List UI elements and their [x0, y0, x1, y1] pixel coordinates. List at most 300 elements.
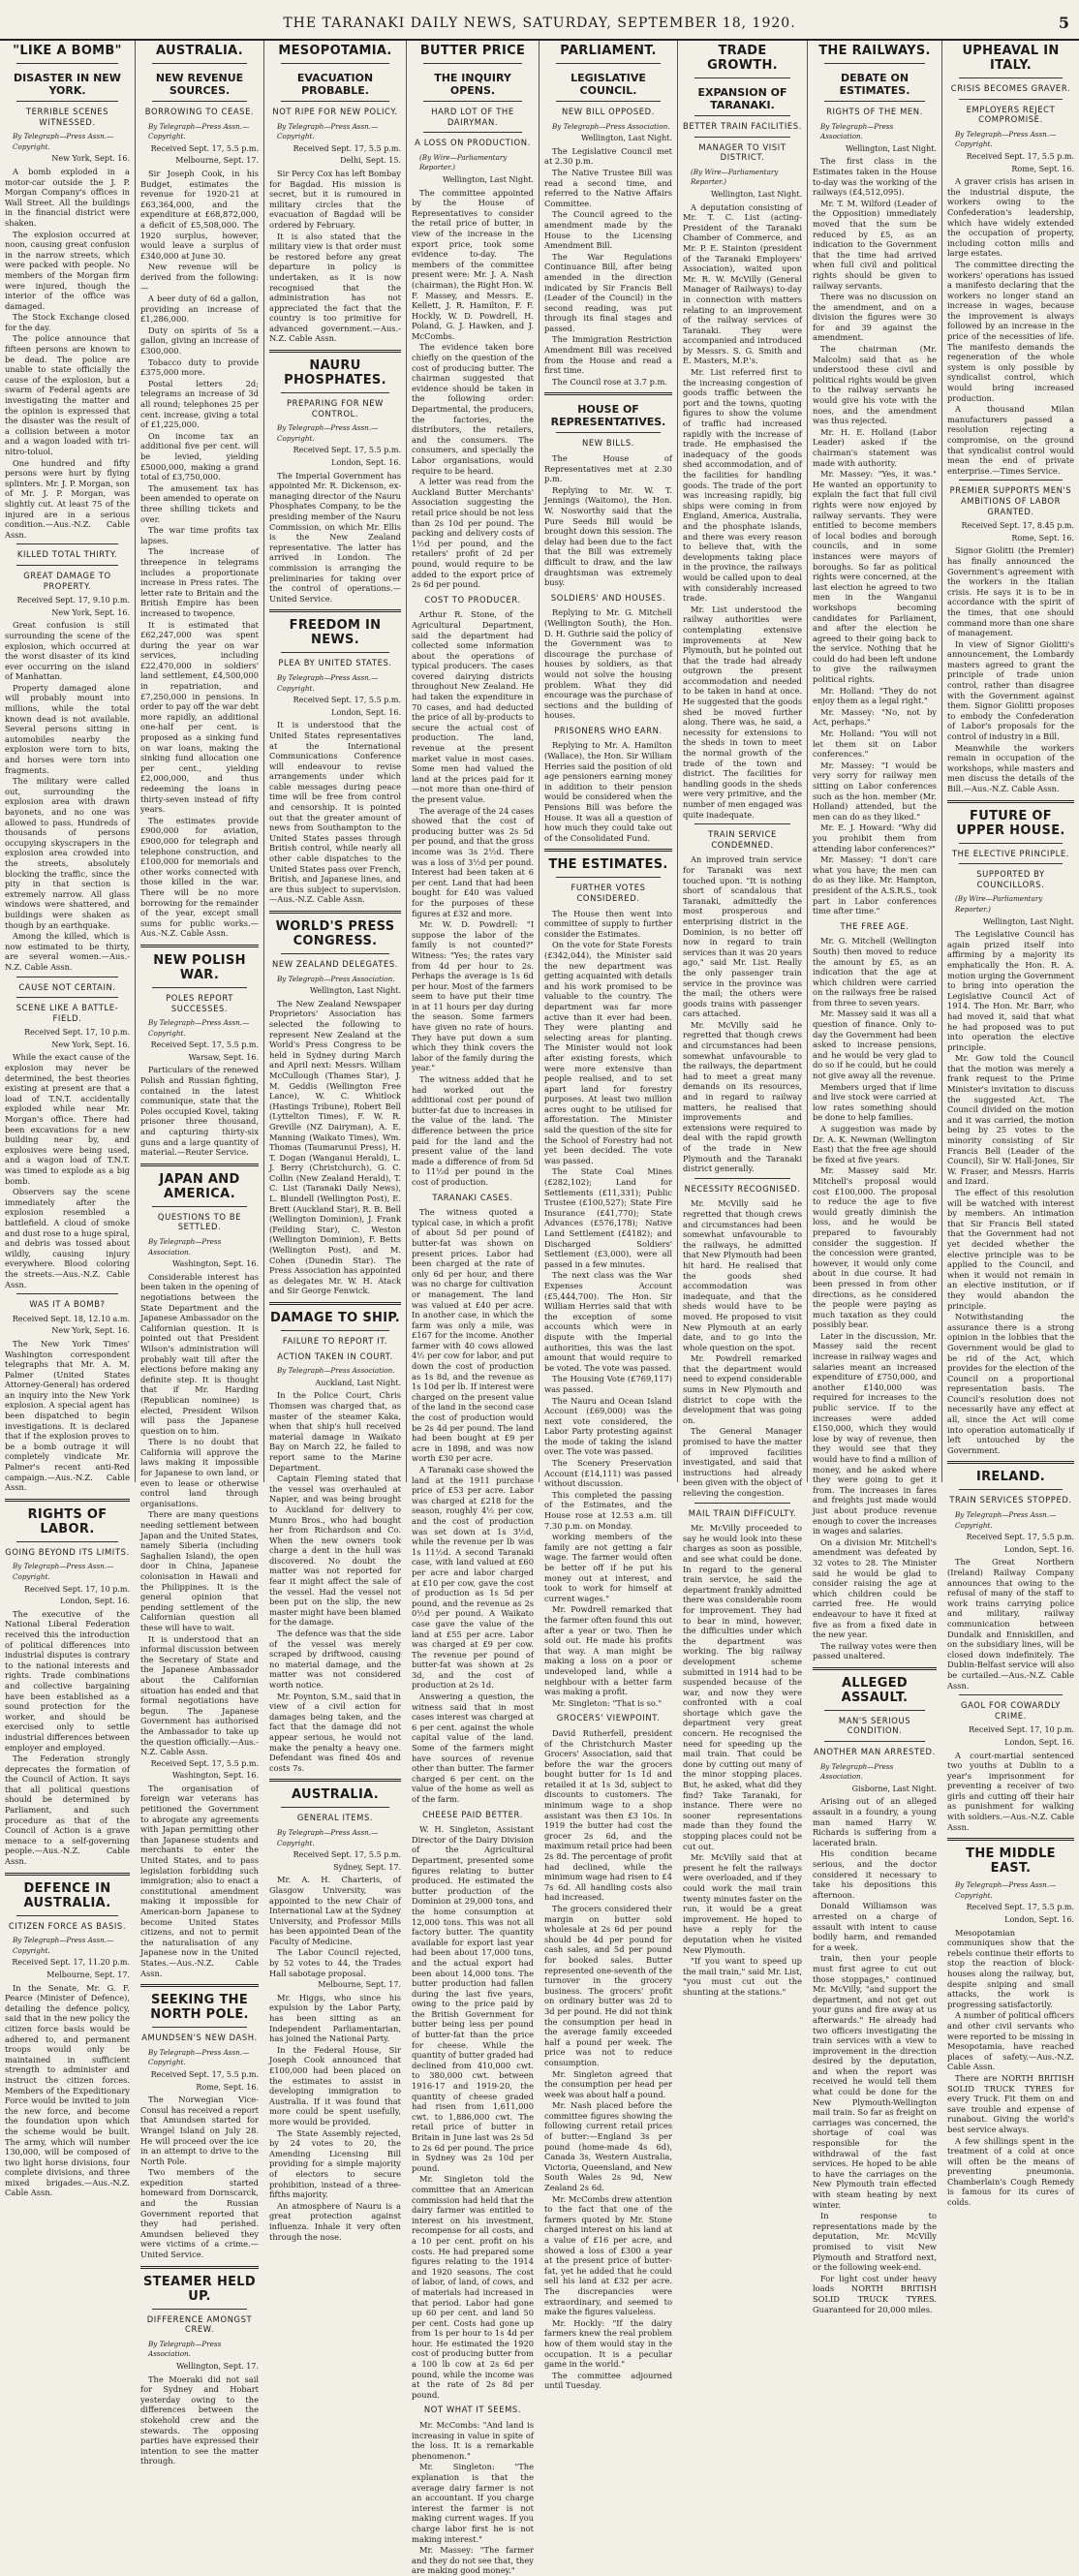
article-headline: SEEKING THE NORTH POLE.: [150, 1993, 249, 2023]
byline: By Telegraph—Press Assn.—Copyright.: [148, 1018, 250, 1038]
dateline: Rome, Sept. 16.: [196, 2082, 259, 2092]
article-subheading: BETTER TRAIN FACILITIES.: [683, 121, 802, 131]
dateline: Received Sept. 17, 5.5 p.m.: [150, 1040, 259, 1050]
article-paragraph: Answering a question, the witness said that in most cases interest was charged at 6 per cent. against the whole capital value of the land. Some of the farmers might have sources of revenue other than butter. The farmer charged 6 per cent. on the value of the home as well as of the farm.: [412, 1691, 534, 1804]
article-paragraph: A letter was read from the Auckland Butter Merchants' Association suggesting the retail price should be not less than 2s 10d per pound. The packing and delivery costs of 1½d per pound, and the retailers' profit of 2d per pound, would require to be added to the export price of 2s 6d per pound.: [412, 477, 534, 590]
article-paragraph: Replying to Mr. G. Mitchell (Wellington South), the Hon. D. H. Guthrie said the policy of the Government was to discourage the purchase of houses by soldiers, as that would not solve the housing problem. What they did encourage was the purchase of sections and the building of houses.: [544, 607, 672, 721]
article-headline: ALLEGED ASSAULT.: [841, 1675, 909, 1705]
dateline: Received Sept. 17, 5.5 p.m.: [293, 696, 401, 705]
double-rule-divider: [544, 392, 672, 395]
dateline: Rome, Sept. 16.: [1011, 164, 1074, 173]
article-paragraph: Mr. Singleton agreed that the consumption per head per week was about half a pound.: [544, 2068, 672, 2099]
article-paragraph: The average of the 24 cases showed that the cost of producing butter was 2s 5d per pound, and that the gross income was 3s 2½d. There was a loss of 3½d per pound. Interest had been taken at 6 per cent. Land that had been bought for £40 was valued for the purposes of these figures at £32 and more.: [412, 805, 534, 918]
article-paragraph: The explosion occurred at noon, causing great confusion in the narrow streets, which were packed with people. No members of the Morgan firm were injured, though the interior of the office was damaged.: [5, 229, 130, 311]
article-headline: DAMAGE TO SHIP.: [269, 1311, 401, 1325]
article-paragraph: The Norwegian Vice-Consul has received a report that Amundsen started for Wrangel Island on July 28. He will proceed over the ice in an attempt to drive to the North Pole.: [140, 2095, 259, 2166]
column-6: [678, 41, 808, 1997]
article-subheading: CAUSE NOT CERTAIN.: [18, 981, 116, 992]
article-headline: NEW POLISH WAR.: [153, 952, 246, 982]
article-subheading: WAS IT A BOMB?: [29, 1299, 106, 1310]
article-paragraph: It is estimated that £62,247,000 was spent during the year on war services, including £22,470,000 in soldiers' land settlement, £4,500,000 in repatriation, and £7,250,000 in pensions. In order to pay off the war debt more rapidly, an additional one-half per cent. is proposed as a sinking fund on war loans, making the sinking fund allocation one per cent., yielding £2,000,000, and thus redeeming the loans in thirty-seven instead of fifty years.: [140, 619, 259, 815]
byline: By Telegraph—Press Assn.—Copyright.: [13, 1562, 114, 1581]
article-headline: DEFENCE IN AUSTRALIA.: [23, 1880, 111, 1910]
column-3: [264, 41, 407, 2242]
article-paragraph: It is also stated that the military view is that order must be restored before any great departure in policy is undertaken, as it is now recognised that the administration has not appreciated the fact that the country is too primitive for advanced government.—Aus.-N.Z. Cable Assn.: [269, 231, 401, 344]
article-paragraph: Duty on spirits of 5s a gallon, giving an increase of £300,000.: [140, 325, 259, 357]
article-subheading: GREAT DAMAGE TO PROPERTY.: [23, 570, 111, 591]
article-subheading: TRAIN SERVICES STOPPED.: [949, 1495, 1072, 1505]
article-paragraph: The increase of threepence in telegrams includes a proportionate increase in Press rates. The letter rate to Britain and the British Empire has been increased to twopence.: [140, 546, 259, 618]
rule-divider: [694, 1178, 790, 1179]
dateline: London, Sept. 16.: [331, 458, 401, 468]
article-paragraph: Mr. List referred first to the increasing congestion of goods traffic between the port and the towns, quoting figures to show the volume of traffic had increased rapidly with the increase of trade. He emphasised the inadequacy of the goods shed accommodation, and of the facilities for handling goods. The trade of the port was increasing rapidly, big ships were coming in from England, America, Australia, and the phosphate islands, and there was every reason to believe that, with the developments taking place in the province, the railways would be called upon to deal with considerably increased trade.: [683, 367, 802, 604]
dateline: Received Sept. 17, 11.20 p.m.: [12, 1958, 130, 1968]
byline: (By Wire—Parliamentary Reporter.): [419, 152, 508, 172]
article-paragraph: Replying to Mr. W. T. Jennings (Waitomo), the Hon. W. Nosworthy said that the Pure Seeds Bill would be brought down this session. The delay had been due to the fact that the Bill was extremely difficult to draw, and the law draughtsman was extremely busy.: [544, 484, 672, 588]
rule-divider: [281, 63, 389, 64]
rule-divider: [281, 392, 389, 393]
article-paragraph: Particulars of the renewed Polish and Russian fighting, contained in the latest communique, state that the Poles occupied Kovel, taking prisoner three thousand, and capturing thirty-six guns and a large quantity of material.—Reuter Service.: [140, 1065, 259, 1158]
column-4: [407, 41, 540, 2576]
rule-divider: [423, 132, 522, 133]
double-rule-divider: [269, 350, 401, 353]
article-paragraph: Observers say the scene immediately after the explosion resembled a battlefield. A cloud of smoke and dust rose to a huge spiral, and debris was tossed about wildly, causing injury everywhere. Blood coloring the streets.—Aus.-N.Z. Cable Assn.: [5, 1187, 130, 1289]
rule-divider: [152, 2309, 247, 2310]
rule-divider: [423, 101, 522, 102]
article-paragraph: The State Assembly rejected, by 24 votes to 20, the Amending Licensing Bill providing for a simple majority of electors to secure prohibition, instead of a three-fifths majority.: [269, 2127, 401, 2200]
rule-divider: [556, 101, 661, 102]
article-paragraph: A beer duty of 6d a gallon, providing an increase of £1,286,000.: [140, 294, 259, 325]
article-paragraph: There was no discussion on the amendment, and on a division the figures were 30 for and 39 against the amendment.: [813, 292, 937, 343]
article-paragraph: The House then went into committee of supply to further consider the Estimates.: [544, 908, 672, 939]
article-subheading: PLEA BY UNITED STATES.: [278, 658, 392, 668]
dateline: Received Sept. 17, 5.5 p.m.: [293, 1850, 401, 1860]
article-paragraph: Mr. Poynton, S.M., said that in view of a civil action for damages being taken, and the fact that the damage did not appear serious, he would not make the penalty a heavy one. Defendant was fined 40s and costs 7s.: [269, 1691, 401, 1773]
article-headline: NAURU PHOSPHATES.: [284, 358, 386, 388]
article-paragraph: The House of Representatives met at 2.30 p.m.: [544, 453, 672, 484]
article-subheading: NOT WHAT IT SEEMS.: [423, 2405, 522, 2415]
article-paragraph: Considerable interest has been taken in the opening of negotiations between the State Department and the Japanese Ambassador on the Californian question. It is pointed out that President Wilson's administration will probably wait till after the elections before making any definite step. It is thought that if Mr. Harding (Republican nominee) is elected, President Wilson will pass the Japanese question on to him.: [140, 1271, 259, 1436]
article-paragraph: Mr. A. H. Charteris, of Glasgow University, was appointed to the new Chair of International Law at the Sydney University, and Professor Mills has been appointed Dean of the Faculty of Medicine.: [269, 1875, 401, 1946]
rule-divider: [16, 101, 118, 102]
article-headline: FREEDOM IN NEWS.: [289, 618, 382, 648]
dateline: Gisborne, Last Night.: [851, 1784, 937, 1793]
article-paragraph: The military were called out, surrounding the explosion area with drawn bayonets, and no one was allowed to pass. Hundreds of thousands of persons occupying skyscrapers in the explosion area crowded into the streets, absolutely blocking the traffic, since the pity in that section is extremely narrow. All glass windows were shattered, and buildings were shaken as though by an earthquake.: [5, 776, 130, 930]
dateline: Melbourne, Sept. 17.: [175, 156, 259, 166]
article-paragraph: A Taranaki case showed the land at the 1911 purchase price of £53 per acre. Labor was charged at £218 for the season, roughly 4½ per cow, and the cost of production was set down at 1s 3½d, while the revenue per lb was 1s 11½d. A second Taranaki case, with land valued at £60 per acre and labor charged at £10 per cow, gave the cost of production as 1s 5d per pound, and the revenue as 2s 0½d per pound. A Waikato case gave the value of the land at £55 per acre. Labor was charged at £9 per cow. The revenue per pound of butter-fat was shown at 2s 3d, and the cost of production at 2s 1d.: [412, 1465, 534, 1691]
article-paragraph: The railway votes were then passed unaltered.: [813, 1640, 937, 1661]
dateline: Received Sept. 17, 10 p.m.: [24, 1584, 130, 1594]
article-paragraph: Mr. Massey: "I don't care what you have; the men can do as they like. Mr. Hampton, president of the A.S.R.S., took part in Labor conferences time after time.": [813, 854, 937, 916]
article-paragraph: Mr. Massey said Mr. Mitchell's proposal would cost £100,000. The proposal to reduce the age to five would greatly diminish the loss, and he would be prepared to favourably consider the suggestion. If the concession were granted, however, it would only come about in due course. It had been pressed in from other directions, as he considered the people were paying as much taxation as they could possibly bear.: [813, 1165, 937, 1330]
article-headline: PARLIAMENT.: [560, 44, 657, 58]
article-headline: TRADE GROWTH.: [707, 44, 778, 73]
article-paragraph: Mr. Singleton: "The explanation is that the average dairy farmer is not an accountant. If you charge interest the farmer is not making current wages. If you charge labor first he is not making interest.": [412, 2462, 534, 2544]
article-subheading: FAILURE TO REPORT IT.: [282, 1336, 388, 1346]
article-paragraph: The committee directing the workers' operations has issued a manifesto declaring that the workers no longer stand an increase in wages, because the improvement is always followed by an increase in the price of the necessities of life. The manifesto demands the regeneration of the whole system is only possible by syndicalist control, which would bring increased production.: [947, 259, 1074, 403]
rule-divider: [16, 977, 118, 978]
article-paragraph: On a division Mr. Mitchell's amendment was defeated by 32 votes to 28. The Minister said he would be glad to consider raising the age at which children could be carried free. He would endeavour to have it fixed at five as from a fixed date in the new year.: [813, 1536, 937, 1640]
article-subheading: MAIL TRAIN DIFFICULTY.: [688, 1507, 797, 1518]
article-section-heading: LEGISLATIVE COUNCIL.: [570, 72, 646, 97]
article-section-heading: NEW REVENUE SOURCES.: [155, 72, 244, 97]
rule-divider: [152, 101, 247, 102]
article-paragraph: While the exact cause of the explosion may never be determined, the best theories existing at present are that a load of T.N.T. accidentally exploded while near Mr. Morgan's office. There had been excavations for a new building near by, and explosives were being used, and a wagon load of T.N.T. was timed to explode as a big bomb.: [5, 1052, 130, 1186]
article-subheading: CHEESE PAID BETTER.: [422, 1809, 523, 1819]
double-rule-divider: [544, 849, 672, 852]
article-paragraph: Mr. Powdrell remarked that the department would need to expend considerable sums in New Plymouth and district to cope with the development that was going on.: [683, 1353, 802, 1425]
article-paragraph: Great confusion is still surrounding the scene of the explosion, which occurred at the worst disaster of its kind ever occurring on the island of Manhattan.: [5, 620, 130, 682]
double-rule-divider: [140, 2266, 259, 2269]
dateline: Delhi, Sept. 15.: [340, 156, 401, 166]
article-subheading: CRISIS BECOMES GRAVER.: [950, 83, 1071, 93]
article-paragraph: Mr. Massey: "No, not by Act, perhaps.": [813, 706, 937, 728]
dateline: New York, Sept. 16.: [51, 154, 130, 164]
dateline: Received Sept. 17, 10 p.m.: [969, 1725, 1074, 1735]
article-paragraph: On income tax an additional five per cent. will be levied, yielding £5000,000, making a grand total of £3,750,000.: [140, 430, 259, 482]
article-paragraph: Two members of the expedition started homeward from Dornscarck, and the Russian Government reported that they had perished. Amundsen believed they were victims of a crime.—United Service.: [140, 2167, 259, 2260]
article-subheading: A LOSS ON PRODUCTION.: [415, 138, 531, 148]
article-subheading: GROCERS' VIEWPOINT.: [556, 1713, 661, 1723]
article-paragraph: One hundred and fifty persons were hurt by flying splinters. Mr. J. P. Morgan, son of Mr. J. P. Morgan, was slightly cut. At least 75 of the injured are in a serious condition.—Aus.-N.Z. Cable Assn.: [5, 457, 130, 540]
article-subheading: TERRIBLE SCENES WITNESSED.: [25, 107, 109, 127]
article-paragraph: In the Police Court, Chris Thomsen was charged that, as master of the steamer Kaka, when that ship's hull received material damage in Waikato Bay on March 22, he failed to report same to the Marine Department.: [269, 1390, 401, 1473]
article-headline: BUTTER PRICE: [419, 44, 526, 58]
column-7: [808, 41, 942, 2314]
article-subheading: FURTHER VOTES CONSIDERED.: [570, 883, 646, 903]
byline: By Telegraph—Press Assn.—Copyright.: [148, 2047, 250, 2067]
article-section-heading: HOUSE OF REPRESENTATIVES.: [550, 403, 666, 429]
article-paragraph: Mr. Gow told the Council that the motion was merely a frank request to the Prime Minister's invitation to discuss the suggested Act. The Council divided on the motion and it was carried, the motion being by 25 votes to the minority consisting of Sir Francis Bell (Leader of the Council), Sir W. Hall-Jones, Sir W. Fraser, and Messrs. Harris and Izard.: [947, 1053, 1074, 1187]
article-paragraph: Mr. Powdrell remarked that the farmer often found this out after a year or two. Then he sold out. He made his profits that way. A man might be making a loss on a poor or undeveloped land, while a neighbour with a better farm was making a profit.: [544, 1604, 672, 1697]
rule-divider: [824, 63, 925, 64]
article-subheading: RIGHTS OF THE MEN.: [826, 107, 923, 116]
article-paragraph: The Labor Council rejected, by 52 votes to 44, the Trades Hall sabotage proposal.: [269, 1947, 401, 1978]
dateline: London, Sept. 16.: [60, 1597, 130, 1606]
dateline: Rome, Sept. 16.: [1011, 533, 1074, 543]
article-paragraph: A suggestion was made by Dr. A. K. Newman (Wellington East) that the free age should be fixed at five years.: [813, 1124, 937, 1164]
article-paragraph: Mr. Higgs, who since his expulsion by the Labor Party, has been sitting as an Independent Parliamentarian, has joined the National Party.: [269, 1992, 401, 2044]
article-paragraph: An improved train service for Taranaki was next touched upon. "It is nothing short of scandalous that Taranaki, admittedly the most prosperous and enterprising district in the Dominion, is no better off now in regard to train services than it was 20 years ago," said Mr. List. Really the only passenger train service in the province was the mail; the others were goods trains with passenger cars attached.: [683, 854, 802, 1019]
rule-divider: [16, 1541, 118, 1542]
article-paragraph: Mr. McVilly said he regretted that though crews and circumstances had been somewhat unfavourable to the railways, he admitted that New Plymouth had been hit hard. He realised that the goods shed accommodation was inadequate, and that the sheds would have to be moved. He proposed to visit New Plymouth at an early date, and to go into the whole question on the spot.: [683, 1198, 802, 1352]
article-paragraph: The police announce that fifteen persons are known to be dead. The police are unable to state officially the cause of the explosion, but a swarm of Federal agents are investigating the matter and the opinion is expressed that the disaster was the result of a collision between a motor and a wagon loaded with tri-nitro-toluol.: [5, 333, 130, 456]
rule-divider: [16, 543, 118, 544]
article-paragraph: Replying to Mr. A. Hamilton (Wallace), the Hon. Sir William Herries said the position of old age pensioners earning money in addition to their pension would be considered when the Pensions Bill was before the House. It was all a question of how much they could take out of the Consolidated Fund.: [544, 740, 672, 843]
article-paragraph: In response to representations made by the deputation, Mr. McVilly promised to visit New Plymouth and Stratford next, or the following week-end.: [813, 2211, 937, 2273]
article-paragraph: An atmosphere of Nauru is a great protection against influenza. Inhale it very often through the nose.: [269, 2200, 401, 2242]
article-paragraph: Mr. Singleton told the committee that an American commission had held that the dairy farmer was entitled to interest on his investment, recompense for all costs, and a 10 per cent. profit on his costs. He had prepared some figures relating to the 1914 and 1920 seasons. The cost of labor, of land, of cows, and of materials had increased in that period. Labor had gone up 60 per cent. and land 50 per cent. Costs had gone up from 1s per hour to 1s 4d per hour. He estimated the 1920 cost of producing butter from a 100 lb cow at 2s 6d per pound, while the income was at the rate of 2s 8d per pound.: [412, 2174, 534, 2400]
article-headline: STEAMER HELD UP.: [143, 2274, 256, 2304]
article-paragraph: Mr. Holland: "You will not let them sit on Labor conferences.": [813, 729, 937, 760]
byline: By Telegraph—Press Association.: [277, 974, 395, 983]
article-subheading: PRISONERS WHO EARN.: [554, 725, 663, 735]
rule-divider: [281, 1807, 389, 1808]
article-headline: "LIKE A BOMB": [13, 44, 122, 58]
double-rule-divider: [140, 945, 259, 947]
byline: By Telegraph—Press Association.: [552, 121, 670, 131]
article-subheading: NEW ZEALAND DELEGATES.: [271, 959, 399, 969]
rule-divider: [824, 1741, 925, 1742]
article-paragraph: Mr. Massey: "Yes, it was." He wanted an opportunity to explain the fact that full civil rights were now enjoyed by railway servants. They were entitled to become members of local bodies and borough councils, and in some instances were mayors of boroughs. So far as political rights were concerned, at the last election he agreed to two men in the Wanganui workshops becoming candidates for Parliament, and after the election he agreed to their going back to the service. Nothing that he could do had been left undone to give the railwaymen political rights.: [813, 469, 937, 685]
article-paragraph: The amusement tax has been amended to operate on three shilling tickets and over.: [140, 482, 259, 524]
article-paragraph: It is understood that an informal discussion between the Secretary of State and the Japanese Ambassador about the Californian situation has ended and that formal negotiations have begun. The Japanese Government has authorised the Ambassador to take up the question officially.—Aus.-N.Z. Cable Assn.: [140, 1633, 259, 1757]
article-paragraph: David Rutherfell, president of the Christchurch Master Grocers' Association, said that before the war the grocers bought butter for 1s 1d and retailed it at 1s 3d, subject to discounts to customers. The minimum wage to a shop assistant was then £3 10s. In 1919 the butter had cost the grocer 2s 6d, and the maximum retail price had been 2s 8d. The percentage of profit had declined, while the minimum wage had risen to £4 7s 6d. All handling costs also had increased.: [544, 1727, 672, 1903]
rule-divider: [824, 1710, 925, 1711]
article-subheading: HARD LOT OF THE DAIRYMAN.: [431, 107, 514, 127]
article-paragraph: Mr. E. J. Howard: "Why did you prohibit them from attending labor conferences?": [813, 822, 937, 853]
dateline: Received Sept. 17, 5.5 p.m.: [150, 143, 259, 153]
article-paragraph: The Immigration Restriction Amendment Bill was received from the House and read a first time.: [544, 334, 672, 376]
article-subheading: EMPLOYERS REJECT COMPROMISE.: [966, 104, 1056, 125]
article-headline: THE ESTIMATES.: [548, 857, 668, 873]
article-paragraph: The Great Northern (Ireland) Railway Company announces that owing to the refusal of many of the staff to work trains carrying police and military, railway communication between Dundalk and Enniskillen, and on the subsidiary lines, will be closed down indefinitely. The Dublin-Belfast service will also be curtailed.—Aus.-N.Z. Cable Assn.: [947, 1557, 1074, 1691]
article-subheading: AMUNDSEN'S NEW DASH.: [141, 2033, 258, 2043]
dateline: Received Sept. 17, 5.5 p.m.: [150, 2069, 259, 2079]
article-paragraph: Mr. T. M. Wilford (Leader of the Opposition) immediately moved that the sum be reduced by £5, as an indication to the Government that the time had arrived when full civil and political rights should be given to railway servants.: [813, 198, 937, 291]
dateline: Received Sept. 17, 9.10 p.m.: [16, 596, 130, 605]
article-paragraph: This completed the passing of the Estimates, and the House rose at 12.53 a.m. till 7.30 p.m. on Monday.: [544, 1489, 672, 1531]
article-subheading: NECESSITY RECOGNISED.: [684, 1183, 801, 1194]
byline: By Telegraph—Press Assn.—Copyright.: [13, 1936, 114, 1955]
rule-divider: [959, 1489, 1063, 1490]
dateline: Received Sept. 17, 5.5 p.m.: [966, 151, 1074, 161]
article-headline: UPHEAVAL IN ITALY.: [962, 44, 1060, 73]
rule-divider: [16, 997, 118, 998]
article-paragraph: The next class was the War Expenses Account (£5,444,700). The Hon. Sir William Herries said that with the exception of some accounts which were in dispute with the Imperial authorities, this was the last amount that would require to be voted. The vote was passed.: [544, 1270, 672, 1373]
article-paragraph: The evidence taken bore chiefly on the question of the cost of producing butter. The chairman suggested that evidence should be taken in the following order: Departmental, the producers, the factories, the distributors, the retailers, and the consumers. The consumers, and specially the Labor organisations, would require to be heard.: [412, 342, 534, 476]
rule-divider: [16, 63, 118, 64]
double-rule-divider: [813, 1667, 937, 1670]
byline: By Telegraph—Press Assn.—Copyright.: [955, 1510, 1057, 1530]
article-paragraph: Sir Joseph Cook, in his Budget, estimates the revenue for 1920-21 at £63,364,000, and the expenditure at £68,872,000, a deficit of £5,508,000. The 1920 surplus, however, would leave a surplus of £340,000 at June 30.: [140, 168, 259, 261]
article-paragraph: In view of Signor Giolitti's announcement, the Lombardy masters agreed to grant the principle of trade union control, rather than disagree with the Government against them. Signor Giolitti proposes to embody the Confederation of Labor's proposals for the control of industry in a Bill.: [947, 638, 1074, 742]
dateline: Washington, Sept. 16.: [171, 1771, 259, 1781]
article-paragraph: Mr. Massey: "The farmer and they do not see that, they are making good money.": [412, 2545, 534, 2576]
rule-divider: [281, 953, 389, 954]
dateline: Wellington, Last Night.: [309, 986, 401, 996]
article-paragraph: The Federation strongly deprecates the formation of the Council of Action. It says that all political questions should be determined by Parliament, and such procedure as that of the Council of Action is a grave menace to a self-governing people.—Aus.-N.Z. Cable Assn.: [5, 1754, 130, 1867]
double-rule-divider: [269, 609, 401, 612]
article-subheading: MAN'S SERIOUS CONDITION.: [838, 1715, 911, 1736]
masthead: [0, 0, 1079, 41]
dateline: Received Sept. 17, 5.5 p.m.: [966, 1533, 1074, 1542]
article-paragraph: The Legislative Council has again prized itself into affirming by a majority its emphatically the Hon. R. A. motion urging the Government to bring into operation the Legislative Council Act of 1914. The Hon. Mr. Barr, who had moved it, said that what he had proposed was to put into operation the elective principle.: [947, 929, 1074, 1052]
article-paragraph: The War Regulations Continuance Bill, after being amended in the direction indicated by Sir Francis Bell (Leader of the Council) in the second reading, was put through its final stages and passed.: [544, 251, 672, 333]
article-headline: WORLD'S PRESS CONGRESS.: [275, 919, 395, 948]
article-paragraph: The chairman (Mr. Malcolm) said that as he understood these civil and political rights would be given to the railway servants he would give his vote with the noes, and the amendment was thus rejected.: [813, 344, 937, 426]
double-rule-divider: [947, 1461, 1074, 1464]
dateline: Received Sept. 17, 5.5 p.m.: [150, 1758, 259, 1768]
article-paragraph: Mr. Singleton: "That is so.": [552, 1697, 663, 1708]
rule-divider: [959, 863, 1063, 864]
article-paragraph: Among the killed, which is now estimated to be thirty, are several women.—Aus.-N.Z. Cable Assn.: [5, 931, 130, 972]
dateline: Received Sept. 17, 5.5 p.m.: [966, 1903, 1074, 1912]
double-rule-divider: [947, 1838, 1074, 1841]
article-paragraph: The witness added that he had worked out the additional cost per pound of butter-fat due to increases in the value of the land. The difference between the price paid for the land and the present value of the land made a difference of from 5d to 11½d per pound in the cost of production.: [412, 1074, 534, 1187]
dateline: Sydney, Sept. 17.: [333, 1862, 401, 1872]
article-paragraph: The Moeraki did not sail for Sydney and Hobart yesterday owing to the differences between the stokehold crew and the stewards. The opposing parties have expressed their intention to see the matter through.: [140, 2374, 259, 2467]
byline: By Telegraph—Press Assn.—Copyright.: [277, 121, 379, 141]
article-paragraph: The defence was that the side of the vessel was merely scraped by driftwood, causing no material damage, and the matter was not considered worth notice.: [269, 1629, 401, 1690]
rule-divider: [556, 432, 661, 433]
article-headline: AUSTRALIA.: [156, 44, 243, 58]
article-paragraph: Mesopotamian communiques show that the rebels continue their efforts to stop the reaction of block-houses along the railway, but, despite sniping and small attacks, the work is progressing satisfactorily.: [947, 1927, 1074, 2009]
article-paragraph: Sir Percy Cox has left Bombay for Bagdad. His mission is secret, but it is rumoured in military circles that the evacuation of Bagdad will be ordered by February.: [269, 168, 401, 230]
article-paragraph: Mr. Hockly: "If the dairy farmers knew the real problem how of them would stay in the occupation. It is a peculiar game in the world.": [544, 2317, 672, 2370]
article-paragraph: In the Federal House, Sir Joseph Cook announced that £100,000 had been placed on the estimates to assist in developing immigration to Australia. If it was found that more could be spent usefully, more would be provided.: [269, 2044, 401, 2126]
article-paragraph: The committee appointed by the House of Representatives to consider the retail price of butter, in view of the increase in the export price, took some evidence to-day. The members of the committee present were: Mr. J. A. Nash (chairman), the Right Hon. W. F. Massey, and Messrs. E. Kellett, J. R. Hamilton, F. F. Hockly, W. D. Powdrell, H. Poland, G. J. Hawken, and J. McCombs.: [412, 187, 534, 341]
article-paragraph: Captain Fleming stated that the vessel was overhauled at Napier, and was being brought to Auckland for delivery to Munro Bros., who had bought her from Richardson and Co. When the new owners took charge a dent in the hull was discovered. No doubt the matter was not reported for fear it might affect the sale of the vessel. Had the vessel not been put on the slip, the new master might have been blamed for the damage.: [269, 1474, 401, 1628]
rule-divider: [824, 101, 925, 102]
article-subheading: COST TO PRODUCER.: [424, 594, 521, 605]
article-subheading: TARANAKI CASES.: [432, 1192, 513, 1202]
article-paragraph: In the Senate, Mr. G. F. Pearce (Minister of Defence), detailing the defence policy, said that in the new policy the citizen force basis would be adhered to, and permanent troops would only be maintained in sufficient strength to administer and instruct the citizen forces. Members of the Expeditionary Force would be invited to join the new force, and become the foundation upon which the scheme would be built. The army, which will number 130,000, will be composed of two light horse divisions, four complete divisions, and three mixed brigades.—Aus.-N.Z. Cable Assn.: [5, 1982, 130, 2198]
article-paragraph: There are NORTH BRITISH SOLID TRUCK TYRES for every Truck. Fit them on and save trouble and expense of runabout. Giving the world's best service always.: [947, 2072, 1074, 2134]
article-paragraph: Mr. McVilly said he regretted that though crews and circumstances had been somewhat unfavourable to the railways, the department had to meet a great many demands on its resources, and in regard to railway matters, he realised that improvements and extensions were required to deal with the rapid growth of the trade in New Plymouth and the Taranaki district generally.: [683, 1019, 802, 1174]
dateline: Wellington, Last Night.: [982, 916, 1074, 926]
column-1: [0, 41, 136, 2198]
article-paragraph: A court-martial sentenced two youths at Dublin to a year's imprisonment for preventing a receiver of two girls and cutting off their hair as punishment for walking with soldiers.—Aus.-N.Z. Cable Assn.: [947, 1750, 1074, 1832]
double-rule-divider: [140, 1164, 259, 1166]
article-paragraph: Mr. W. D. Powdrell: "I suppose the labor of the family is not counted?" Witness: "Yes; the rates vary from 4d per hour to 2s. Perhaps the average is 1s 6d per hour. Most of the farmers seem to have put their time in at 11 hours per day during the season. Some farmers have given no rate of hours. They have put down a sum which they think covers the labor of the family during the year.": [412, 919, 534, 1073]
article-paragraph: Notwithstanding the assurance there is a strong opinion in the lobbies that the Government would be glad to be rid of the Act, which provides for the election of the Council on a proportional representation basis. The Council's resolution does not necessarily have any effect at all, since the Act will come into operation automatically if left untouched by the Government.: [947, 1312, 1074, 1455]
column-2: [136, 41, 264, 2467]
article-subheading: DIFFERENCE AMONGST CREW.: [146, 2313, 253, 2335]
article-subheading: NEW BILLS.: [581, 438, 635, 449]
rule-divider: [556, 877, 661, 878]
masthead-title: THE TARANAKI DAILY NEWS, SATURDAY, SEPTEMBER 18, 1920.: [283, 16, 796, 31]
article-headline: THE MIDDLE EAST.: [966, 1847, 1056, 1877]
article-paragraph: Mr. Massey said it was all a question of finance. Only to-day the Government had been asked to increase pensions, and he would be very glad to do so if he could, but he could not give away all the revenue.: [813, 1009, 937, 1081]
article-paragraph: Mr. Holland: "They do not enjoy them as a legal right.": [813, 685, 937, 706]
article-paragraph: The estimates provide £900,000 for aviation, £900,000 for telegraph and telephone construction, and £100,000 for memorials and other works connected with those killed in the war. There will be no more borrowing for the remainder of the year, except small sums for public works.—Aus.-N.Z. Cable Assn.: [140, 815, 259, 939]
article-paragraph: Mr. G. Mitchell (Wellington South) then moved to reduce the amount by £5, as an indication that the age at which children were carried on the railways free be raised from three to seven years.: [813, 936, 937, 1008]
dateline: Received Sept. 17, 5.5 p.m.: [293, 143, 401, 153]
rule-divider: [556, 63, 661, 64]
page-number: 5: [1058, 14, 1069, 32]
column-8: [942, 41, 1079, 2208]
article-subheading: NEW BILL OPPOSED.: [562, 107, 655, 116]
article-paragraph: A bomb exploded in a motor-car outside the J. P. Morgan Company's offices in Wall Street. All the buildings in the financial district were shaken.: [5, 166, 130, 228]
article-headline: MESOPOTAMIA.: [278, 44, 392, 58]
dateline: New York, Sept. 16.: [51, 1040, 130, 1049]
article-subheading: QUESTIONS TO BE SETTLED.: [157, 1211, 242, 1232]
dateline: New York, Sept. 16.: [51, 1326, 130, 1336]
dateline: Received Sept. 17, 8.45 p.m.: [961, 521, 1074, 531]
article-paragraph: The first class in the Estimates taken in the House to-day was the working of the railways (£4,512,095).: [813, 156, 937, 198]
byline: By Telegraph—Press Assn.—Copyright.: [955, 1880, 1057, 1900]
article-subheading: MANAGER TO VISIT DISTRICT.: [698, 141, 786, 163]
rule-divider: [16, 565, 118, 566]
article-paragraph: The Council rose at 3.7 p.m.: [552, 376, 668, 387]
article-paragraph: For light cost under heavy loads NORTH BRITISH SOLID TRUCK TYRES. Guaranteed for 20,000 miles.: [813, 2273, 937, 2314]
article-paragraph: Mr. H. E. Holland (Labor Leader) asked if the chairman's statement was made with authority.: [813, 426, 937, 468]
byline: By Telegraph—Press Assn.—Copyright.: [277, 672, 379, 693]
article-paragraph: The Scenery Preservation Account (£14,111) was passed without discussion.: [544, 1458, 672, 1489]
article-paragraph: Signor Giolitti (the Premier) has finally announced the Government's agreement with the workers in the Italian crisis. He says it is to be in accordance with the spirit of the times, that one should command more than one share of management.: [947, 545, 1074, 638]
article-section-heading: THE INQUIRY OPENS.: [434, 72, 511, 97]
article-paragraph: Mr. McVilly proceeded to say he would look into these charges as soon as possible, and see what could be done. In regard to the general train service, he said the department frankly admitted there was considerable room for improvement. They had to bear in mind, however, the difficulties under which the department was working. The big railway development scheme submitted in 1914 had to be suspended because of the war, and now they were confronted with a coal shortage which gave the department very great concern. He recognised the need for speeding up the mail train. That could be done by cutting out many of the minor stopping places. But, he asked, what did they find? Take Taranaki, for instance. There were no sooner representations made than they found the stopping places could not be cut out.: [683, 1523, 802, 1851]
article-section-heading: DEBATE ON ESTIMATES.: [839, 72, 910, 97]
article-paragraph: Postal letters 2d; telegrams an increase of 3d all round; telephones 25 per cent. increase, giving a total of £1,225,000.: [140, 378, 259, 430]
byline: By Telegraph—Press Association.: [148, 1237, 222, 1257]
article-paragraph: train, then your people must first agree to cut out those stoppages," continued Mr. McVilly, "and support the department, and not get out your guns and fire away at us afterwards." He already had two officers investigating the train services with a view to improvement in the direction desired by the deputation, and when the report was received he would tell them what could be done for the New Plymouth-Wellington mail train. So far as freight on carriages was concerned, the shortage of coal was responsible for the withdrawal of the fast services. He hoped to be able to have the carriages on the New Plymouth train effected with steam heating by next winter.: [813, 1953, 937, 2210]
article-subheading: ACTION TAKEN IN COURT.: [277, 1350, 393, 1361]
article-paragraph: Mr. McCombs drew attention to the fact that one of the farmers quoted by Mr. Stone charged interest on his land at a value of £16 per acre, and showed a loss of £300 a year at the present price of butter-fat, yet he added that he could sell his land at £32 per acre. The discrepancies were extraordinary, and seemed to make the figures valueless.: [544, 2193, 672, 2317]
article-subheading: THE FREE AGE.: [840, 920, 909, 931]
dateline: Melbourne, Sept. 17.: [46, 1971, 130, 1979]
article-section-heading: EXPANSION OF TARANAKI.: [697, 86, 787, 111]
article-paragraph: Donald Williamson was arrested on a charge of assault with intent to cause bodily harm, and remanded for a week.: [813, 1901, 937, 1952]
rule-divider: [152, 1206, 247, 1207]
article-headline: FUTURE OF UPPER HOUSE.: [956, 808, 1065, 838]
article-paragraph: working members of the family are not getting a fair wage. The farmer would often be better off if he put his money out at interest, and took to work for himself at current wages.": [544, 1532, 672, 1603]
article-headline: AUSTRALIA.: [292, 1787, 379, 1803]
article-paragraph: The grocers considered their margin on butter sold wholesale at 2s 6d per pound should be 4d per pound for cash sales, and 5d per pound for booked sales. Butter represented one-seventh of the turnover in the grocery business. The grocers' profit on ordinary butter was 2d to 3d per pound. He did not think the consumption per head in the average family exceeded half a pound per week. The price was not to reduce consumption.: [544, 1904, 672, 2067]
double-rule-divider: [5, 1499, 130, 1502]
dateline: Wellington, Last Night.: [845, 143, 937, 153]
double-rule-divider: [140, 1984, 259, 1987]
article-paragraph: Mr. McCombs: "And land is increasing in value in spite of the loss. It is a remarkable phenomenon.": [412, 2420, 534, 2461]
byline: By Telegraph—Press Assn.—Copyright.: [277, 1827, 379, 1847]
article-subheading: THE ELECTIVE PRINCIPLE.: [951, 848, 1070, 858]
dateline: London, Sept. 16.: [1004, 1737, 1074, 1747]
byline: By Telegraph—Press Association.: [148, 2339, 222, 2359]
article-paragraph: The State Coal Mines (£282,102); Land for Settlements (£11,331); Public Trustee (£100,527); State Fire Insurance (£41,770); State Advances (£576,178); Native Land Settlement (£4182); and Discharged Soldiers' Settlement (£3,000), were all passed in a few minutes.: [544, 1166, 672, 1269]
article-headline: RIGHTS OF LABOR.: [27, 1506, 108, 1536]
article-paragraph: A thousand Milan manufacturers passed a resolution rejecting a compromise, on the ground that syndicalist control would mean the end of private enterprise.—Times Service.: [947, 404, 1074, 476]
article-paragraph: The Nauru and Ocean Island Account (£69,000) was the next vote considered, the Labor Party protesting against the mode of taking the island over. The vote was passed.: [544, 1395, 672, 1457]
article-paragraph: On the vote for State Forests (£342,044), the Minister said the new department was getting acquainted with details and his work promised to be valuable to the country. The department was far more active than it ever had been. They were planting and selecting areas for planting. The Minister would not look after existing forests, which were more extensive than people realised, and to set apart land for forestry purposes. At least two million acres ought to be utilised for afforestation. The Minister said the question of the site for the School of Forestry had not yet been decided. The vote was passed.: [544, 940, 672, 1165]
dateline: Wellington, Sept. 17.: [176, 2362, 259, 2371]
dateline: New York, Sept. 16.: [51, 607, 130, 617]
article-paragraph: Members urged that if lime and live stock were carried at low rates something should be done to help families.: [813, 1081, 937, 1123]
article-paragraph: The Housing Vote (£769,117) was passed.: [544, 1374, 672, 1394]
dateline: London, Sept. 16.: [1004, 1915, 1074, 1925]
rule-divider: [16, 1293, 118, 1294]
byline: By Telegraph—Press Association.: [277, 1366, 395, 1376]
byline: (By Wire—Parliamentary Reporter.): [691, 167, 779, 187]
rule-divider: [281, 652, 389, 653]
article-subheading: SCENE LIKE A BATTLE-FIELD.: [15, 1003, 119, 1023]
rule-divider: [152, 2027, 247, 2028]
rule-divider: [694, 1503, 790, 1504]
article-subheading: KILLED TOTAL THIRTY.: [16, 549, 118, 560]
article-subheading: GAOL FOR COWARDLY CRIME.: [960, 1700, 1061, 1721]
article-paragraph: W. H. Singleton, Assistant Director of the Dairy Division of the Agricultural Department, presented some figures relating to butter produced. He estimated the butter production of the Dominion at 29,000 tons, and the home consumption at 12,000 tons. This was not all factory butter. The quantity available for export last year had been about 17,000 tons, and the actual export had been about 14,000 tons. The butter production had fallen during the last five years, owing to the price paid by the British Government for butter being less per pound of butter-fat than the price for cheese. While the quantity of butter graded had declined from 410,000 cwt. to 380,000 cwt. between 1916-17 and 1919-20, the quantity of cheese graded had risen from 1,611,000 cwt. to 1,886,000 cwt. The retail price of butter in Britain in June last was 2s 5d to 2s 6d per pound. The price in Sydney was 2s 10d per pound.: [412, 1824, 534, 2173]
article-subheading: SUPPORTED BY COUNCILLORS.: [976, 869, 1045, 889]
byline: By Telegraph—Press Assn.—Copyright.: [277, 423, 379, 443]
article-paragraph: His condition became serious, and the doctor considered it necessary to take his depositions this afternoon.: [813, 1848, 937, 1900]
article-paragraph: The Native Trustee Bill was read a second time, and referred to the Native Affairs Committee.: [544, 167, 672, 208]
article-paragraph: The General Manager promised to have the matter of improved facilities investigated, and said that instructions had already been given with the object of relieving the congestion.: [683, 1426, 802, 1498]
article-paragraph: There is no doubt that California will approve the laws making it impossible for Japanese to own land, or even to lease or otherwise control land through organisations.: [140, 1437, 259, 1508]
article-headline: JAPAN AND AMERICA.: [159, 1171, 240, 1201]
dateline: Received Sept. 18, 12.10 a.m.: [12, 1314, 130, 1323]
article-paragraph: The executive of the National Liberal Federation received this the introduction of political differences into industrial disputes is contrary to the national interests and rights. Trade combinations and collective bargaining have been established as a sound protection for the worker, and should be exercised only to settle industrial differences between employer and employed.: [5, 1608, 130, 1753]
byline: By Telegraph—Press Association.: [820, 1761, 894, 1782]
article-headline: IRELAND.: [975, 1470, 1046, 1485]
article-subheading: ANOTHER MAN ARRESTED.: [814, 1747, 936, 1757]
double-rule-divider: [269, 1302, 401, 1305]
dateline: Washington, Sept. 16.: [171, 1259, 259, 1269]
byline: By Telegraph—Press Association.: [820, 121, 894, 141]
double-rule-divider: [947, 800, 1074, 803]
rule-divider: [959, 480, 1063, 481]
article-paragraph: Arising out of an alleged assault in a foundry, a young man named Harry W. Richards is suffering from a lacerated brain.: [813, 1796, 937, 1847]
double-rule-divider: [269, 1779, 401, 1782]
